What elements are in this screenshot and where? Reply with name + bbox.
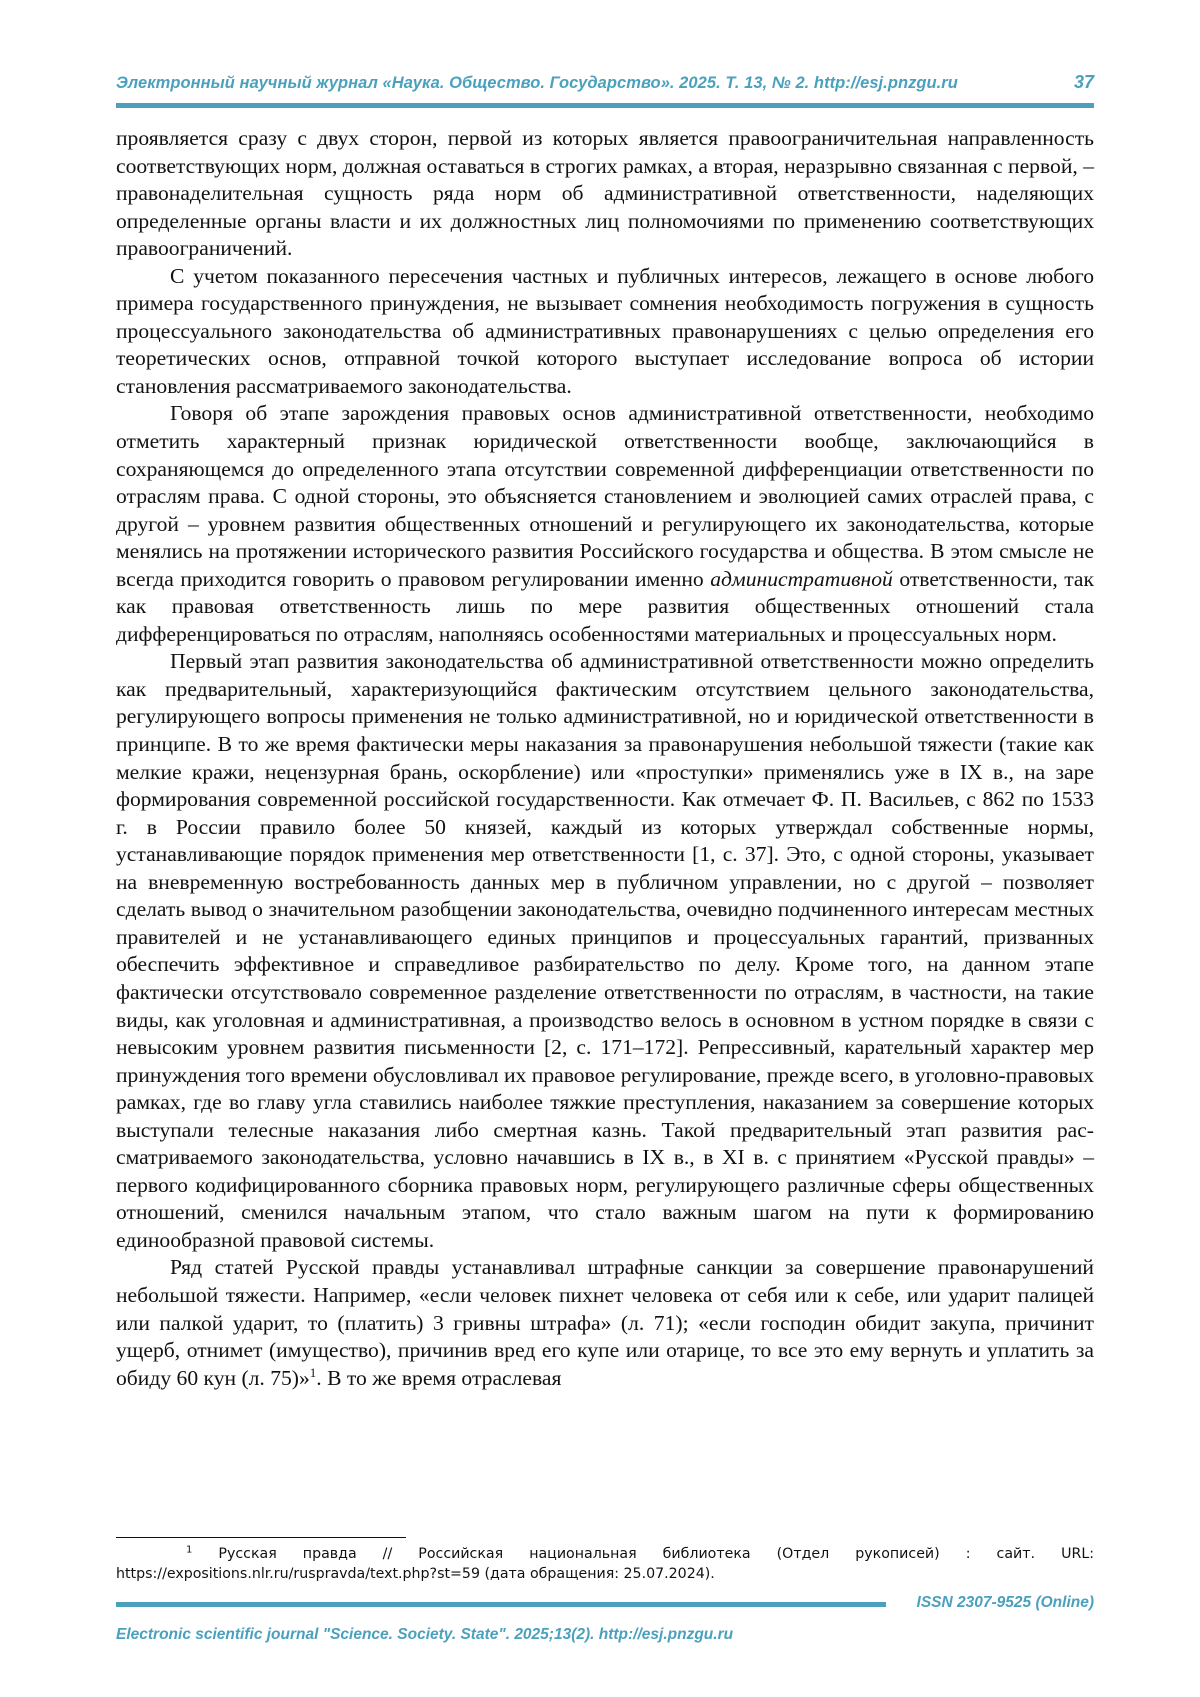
footer-journal-line: Electronic scientific journal "Science. Society. State". 2025;13(2). http://esj.pnzgu.ru [116,1626,734,1643]
paragraph-2: С учетом показанного пересечения частных и публичных интересов, лежащего в основе любого примера государственного принуждения, не вызывает сомнения необходимость погружения в сущность процессуального законодательства об административных правонарушениях с целью определения его теоретических основ, отправной точкой которого выступает исследование вопроса об истории становления рассматриваемого законодательства. [116,263,1094,398]
footer-issn: ISSN 2307-9525 (Online) [916,1594,1094,1611]
paragraph-5-text-a: Ряд статей Русской правды устанавливал штрафные санкции за совершение правонарушений небольшой тяжести. Например, «если человек пихнет человека от себя или к себе, или ударит палицей или палкой ударит, то (платить) 3 гривны штрафа» (л. 71); «если господин обидит закупа, причинит ущерб, отнимет (имущество), причинив вред его купе или отарице, то все это ему вернуть и уплатить за обиду 60 кун (л. 75)» [116,1255,1094,1390]
footnote [116,1544,1094,1584]
footnote-marker: 1 [186,1544,193,1556]
running-header [116,70,1094,100]
paragraph-5-text-b: . В то же время отраслевая [316,1365,562,1390]
paragraph-3-text-a: Говоря об этапе зарождения правовых основ административной ответственности, необходимо отметить характерный признак юридической ответственности вообще, заключающийся в сохраняющемся до определенного этапа отсутствии современной дифференциации ответственности по отраслям права. С одной стороны, это объясняется становлением и эволюцией самих отраслей права, с другой – уровнем развития общественных отношений и регулирующего их законодательства, которые менялись на протяжении исторического развития Российского государства и общества. В этом смысле не всегда приходится говорить о правовом регулировании именно [116,401,1094,591]
paragraph-3 [116,400,1094,648]
header-journal-line: Электронный научный журнал «Наука. Общество. Государство». 2025. Т. 13, № 2. http://esj.pnzgu.ru [116,74,958,92]
footnote-reference[interactable]: 1 [309,1364,317,1380]
paragraph-4: Первый этап развития законодательства об административной ответственности можно определить как предварительный, характеризующийся фактическим отсутствием цельного законодательства, регулирующего вопросы применения не только административной, но и юридической ответственности в принципе. В то же время фактически меры наказания за правонарушения небольшой тяжести (такие как мелкие кражи, нецензурная брань, оскорбление) или «проступки» применялись уже в IX в., на заре формирования современной российской государственности. Как отмечает Ф. П. Васильев, с 862 по 1533 г. в России правило более 50 князей, каждый из которых утверждал собственные нормы, устанавливающие порядок применения мер ответственности [1, с. 37]. Это, с одной стороны, указывает на вневременную востребованность данных мер в публичном управлении, но с другой – позволяет сделать вывод о значительном разобщении законодательства, очевидно подчиненного интересам местных правителей и не устанавливающего единых принципов и процессуальных гарантий, призванных обеспечить эффективное и справедливое разбирательство по делу. Кроме того, на данном этапе фактически отсутствовало современное разделение ответственности по отраслям, в частности, на такие виды, как уголовная и административная, а производство велось в основном в устном порядке в связи с невысоким уровнем развития письменности [2, с. 171–172]. Репрессивный, карательный характер мер принуждения того времени обусловливал их правовое регулирование, прежде всего, в уголовно-правовых рамках, где во главу угла ставились наиболее тяжкие преступления, наказанием за совершение которых выступали телесные наказания либо смертная казнь. Такой предварительный этап развития рассматриваемого законодательства, условно начавшись в IX в., в XI в. с принятием «Русской правды» – первого кодифицированного сборника правовых норм, регулирующего различные сферы общественных отношений, сменился начальным этапом, что стало важным шагом на пути к формированию единообразной правовой системы. [116,649,1094,1252]
header-rule [116,103,1094,108]
footer-rule [116,1602,886,1607]
paragraph-1: проявляется сразу с двух сторон, первой из которых является правоограничительная направленность соответствующих норм, должная оставаться в строгих рамках, а вторая, неразрывно связанная с первой, – правонаделительная сущность ряда норм об административной ответственности, наделяющих определенные органы власти и их должностных лиц полномочиями по применению соответствующих правоограничений. [116,126,1094,261]
page-number: 37 [1073,72,1094,92]
paragraph-5 [116,1254,1094,1392]
article-body [116,125,1094,1392]
paragraph-3-emphasis: административной [710,566,893,591]
paragraph-3-text-b: ответственности, так как правовая ответственность лишь по мере развития общественных отношений стала дифференцироваться по отраслям, наполняясь особенностями материальных и процессуальных норм. [116,566,1094,646]
footnote-text: Русская правда // Российская национальная библиотека (Отдел рукописей) : сайт. URL: https://expositions.nlr.ru/ruspravda/text.php?st=59 (дата обращения: 25.07.2024). [116,1546,1094,1582]
footnote-separator [116,1537,406,1538]
